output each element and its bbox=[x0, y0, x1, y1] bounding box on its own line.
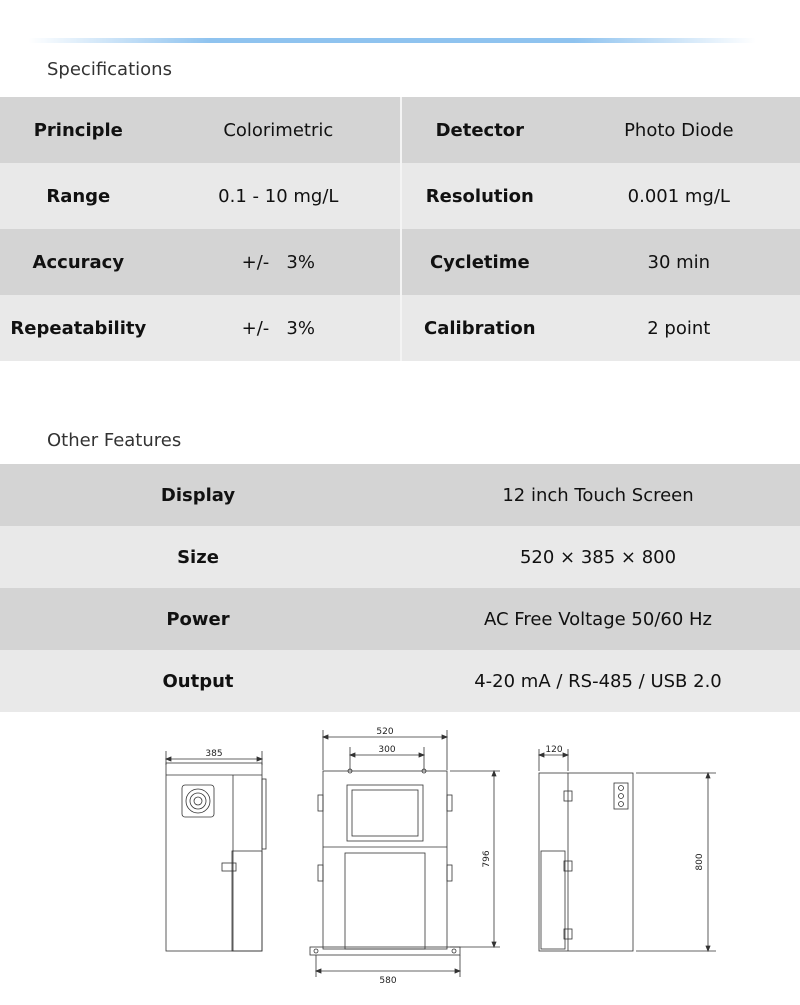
specifications-table bbox=[0, 97, 800, 361]
feature-value: AC Free Voltage 50/60 Hz bbox=[483, 608, 713, 630]
table-row bbox=[0, 163, 800, 229]
spec-label: Detector bbox=[400, 97, 558, 163]
header-divider bbox=[28, 38, 756, 43]
dim-front-height: 796 bbox=[482, 850, 492, 868]
depth-view bbox=[539, 749, 716, 951]
table-row bbox=[0, 650, 800, 712]
spec-value: Photo Diode bbox=[624, 119, 734, 141]
feature-value: 12 inch Touch Screen bbox=[502, 484, 694, 506]
front-view bbox=[310, 730, 500, 977]
table-row bbox=[0, 464, 800, 526]
dim-front-width: 520 bbox=[376, 727, 394, 737]
specifications-title: Specifications bbox=[47, 59, 172, 80]
spec-value: 0.001 mg/L bbox=[627, 185, 730, 207]
other-features-title: Other Features bbox=[47, 430, 182, 451]
dim-total-height: 800 bbox=[695, 853, 705, 871]
side-view bbox=[166, 751, 266, 951]
table-row bbox=[0, 526, 800, 588]
spec-label: Repeatability bbox=[10, 317, 147, 339]
dim-base-width: 580 bbox=[379, 976, 397, 986]
table-row bbox=[0, 295, 800, 361]
spec-value: +/- 3% bbox=[241, 251, 315, 273]
spec-value: +/- 3% bbox=[241, 317, 315, 339]
spec-label: Resolution bbox=[400, 163, 558, 229]
spec-value: Colorimetric bbox=[223, 119, 334, 141]
spec-label: Range bbox=[46, 185, 111, 207]
spec-label: Accuracy bbox=[32, 251, 125, 273]
feature-label: Display bbox=[160, 484, 236, 506]
spec-value: 2 point bbox=[647, 317, 711, 339]
table-row bbox=[0, 97, 800, 163]
spec-label: Calibration bbox=[400, 295, 558, 361]
features-table bbox=[0, 464, 800, 712]
feature-label: Size bbox=[177, 546, 219, 568]
dim-screen-width: 300 bbox=[378, 745, 396, 755]
feature-value: 4-20 mA / RS-485 / USB 2.0 bbox=[474, 670, 722, 692]
dim-depth: 120 bbox=[545, 745, 563, 755]
spec-label: Principle bbox=[33, 119, 123, 141]
spec-label: Cycletime bbox=[400, 229, 558, 295]
feature-label: Output bbox=[162, 670, 234, 692]
feature-value: 520 × 385 × 800 bbox=[519, 546, 677, 568]
dim-side-width: 385 bbox=[205, 749, 223, 759]
feature-label: Power bbox=[166, 608, 230, 630]
table-row bbox=[0, 229, 800, 295]
spec-value: 0.1 - 10 mg/L bbox=[218, 185, 339, 207]
dimension-drawing bbox=[0, 715, 800, 1005]
table-row bbox=[0, 588, 800, 650]
spec-value: 30 min bbox=[647, 251, 711, 273]
